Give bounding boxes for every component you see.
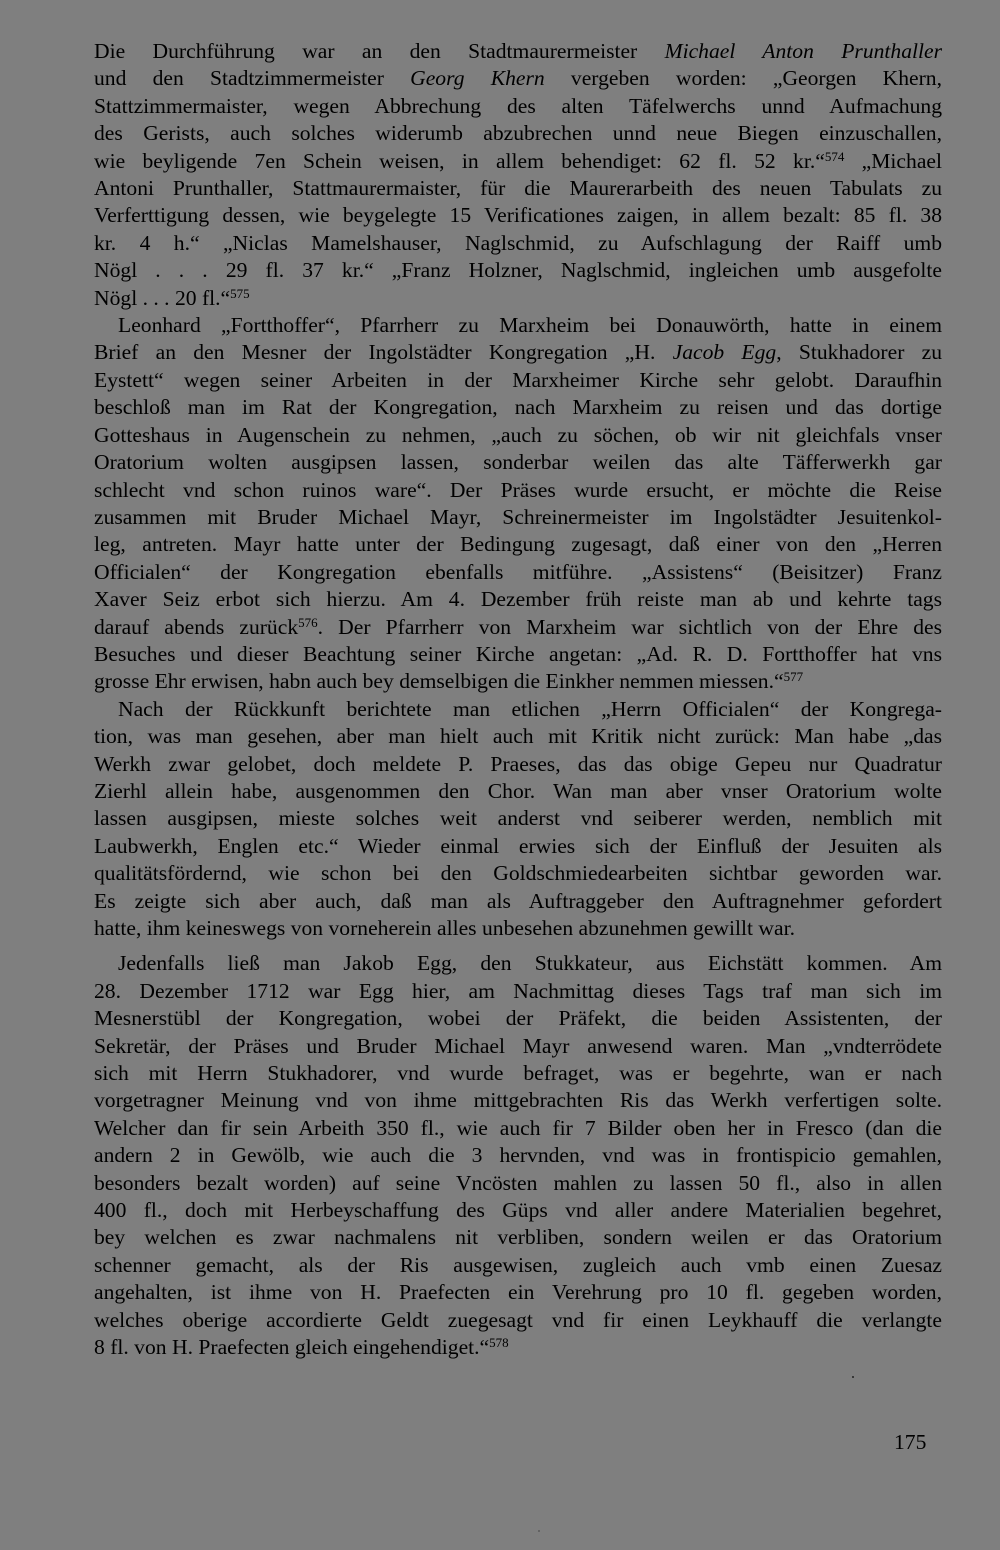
text-run: Jedenfalls ließ man Jakob Egg, den Stukkateur, aus Eichstätt kommen. Am: [118, 951, 942, 976]
text-line: [94, 394, 942, 421]
text-run: . Der Pfarrherr von Marxheim war sichtlich von der Ehre des: [317, 614, 942, 639]
text-line: [94, 367, 942, 394]
footnote-ref: 574: [824, 148, 845, 164]
text-run: Welcher dan fir sein Arbeith 350 fl., wie auch fir 7 Bilder oben her in Fresco (dan die: [94, 1115, 942, 1140]
text-run: Nögl . . . 29 fl. 37 kr.“ „Franz Holzner, Naglschmid, ingleichen umb ausgefolte: [94, 258, 942, 283]
text-line: [94, 696, 942, 723]
text-run: und den Stadtzimmermeister: [94, 66, 411, 91]
text-line: [94, 915, 942, 942]
text-line: [94, 668, 942, 695]
text-line: [94, 120, 942, 147]
text-line: [94, 586, 942, 613]
text-run: angehalten, ist ihme von H. Praefecten ein Verehrung pro 10 fl. gegeben worden,: [94, 1280, 942, 1305]
text-line: [94, 285, 942, 312]
text-run: Nach der Rückkunft berichtete man etlichen „Herrn Officialen“ der Kongrega-: [118, 696, 942, 721]
text-line: [94, 1307, 942, 1334]
paragraph-3: [94, 696, 942, 943]
paragraph-4: [94, 950, 942, 1361]
text-run: tion, was man gesehen, aber man hielt auch mit Kritik nicht zurück: Man habe „das: [94, 724, 942, 749]
text-line: [94, 614, 942, 641]
text-run: , Stukhadorer zu: [776, 340, 942, 365]
text-line: [94, 888, 942, 915]
text-line: [94, 641, 942, 668]
text-run: Verferttigung dessen, wie beygelegte 15 Verificationes zaigen, in allem bezalt: 85 fl. 38: [94, 203, 942, 228]
text-run: schenner gemacht, als der Ris ausgewisen, zugleich auch vmb einen Zuesaz: [94, 1252, 942, 1277]
text-run: Oratorium wolten ausgipsen lassen, sonderbar weilen das alte Täfferwerkh gar: [94, 450, 942, 475]
footnote-ref: 578: [489, 1335, 509, 1351]
text-run: vergeben worden: „Georgen Khern,: [544, 66, 942, 91]
text-run: Eystett“ wegen seiner Arbeiten in der Marxheimer Kirche sehr gelobt. Daraufhin: [94, 367, 942, 392]
text-run: 28. Dezember 1712 war Egg hier, am Nachmittag dieses Tags traf man sich im: [94, 978, 942, 1003]
text-run: Zierhl allein habe, ausgenommen den Chor. Wan man aber vnser Oratorium wolte: [94, 778, 942, 803]
text-run: grosse Ehr erwisen, habn auch bey demselbigen die Einkher nemmen miessen.“: [94, 669, 784, 694]
text-line: [94, 477, 942, 504]
text-line: [94, 1060, 942, 1087]
text-line: [94, 504, 942, 531]
text-line: [94, 531, 942, 558]
document-page: [94, 38, 942, 1362]
footnote-ref: 575: [230, 285, 250, 301]
text-line: [94, 449, 942, 476]
text-line: [94, 1334, 942, 1361]
text-line: [94, 1142, 942, 1169]
text-run: Leonhard „Fortthoffer“, Pfarrherr zu Marxheim bei Donauwörth, hatte in einem: [118, 313, 942, 338]
text-line: [94, 1197, 942, 1224]
text-line: [94, 148, 942, 175]
footnote-ref: 576: [298, 614, 318, 630]
text-line: [94, 559, 942, 586]
text-line: [94, 1252, 942, 1279]
text-run: Officialen“ der Kongregation ebenfalls mitführe. „Assistens“ (Beisitzer) Franz: [94, 559, 942, 584]
text-line: [94, 1115, 942, 1142]
text-run: kr. 4 h.“ „Niclas Mamelshauser, Naglschmid, zu Aufschlagung der Raiff umb: [94, 230, 942, 255]
text-run: Antoni Prunthaller, Stattmaurermaister, für die Maurerarbeith des neuen Tabulats zu: [94, 176, 942, 201]
text-run: andern 2 in Gewölb, wie auch die 3 hervnden, vnd was in frontispicio gemahlen,: [94, 1143, 942, 1168]
text-line: [94, 1033, 942, 1060]
page-number: 175: [894, 1430, 927, 1454]
text-line: [94, 65, 942, 92]
body-text: [94, 38, 942, 1362]
text-run: darauf abends zurück: [94, 614, 299, 639]
text-run: 8 fl. von H. Praefecten gleich eingehendiget.“: [94, 1335, 490, 1360]
text-line: [94, 202, 942, 229]
text-run: Die Durchführung war an den Stadtmaurermeister: [94, 39, 665, 63]
text-run: wie beyligende 7en Schein weisen, in allem behendiget: 62 fl. 52 kr.“: [94, 148, 825, 173]
text-line: [94, 175, 942, 202]
text-run: qualitätsfördernd, wie schon bei den Goldschmiedearbeiten sichtbar geworden war.: [94, 861, 942, 886]
text-run: 400 fl., doch mit Herbeyschaffung des Güps vnd aller andere Materialien begehret,: [94, 1198, 942, 1223]
scan-speck: [852, 1376, 854, 1378]
text-line: [94, 1005, 942, 1032]
text-run: Mesnerstübl der Kongregation, wobei der Präfekt, die beiden Assistenten, der: [94, 1006, 942, 1031]
italic-name: Jacob Egg: [672, 340, 777, 365]
text-line: [94, 1170, 942, 1197]
text-line: [94, 312, 942, 339]
text-run: Werkh zwar gelobet, doch meldete P. Praeses, das das obige Gepeu nur Quadratur: [94, 751, 942, 776]
text-run: des Gerists, auch solches widerumb abzubrechen unnd neue Biegen einzuschallen,: [94, 121, 942, 146]
text-run: welches oberige accordierte Geldt zuegesagt vnd fir einen Leykhauff die verlangte: [94, 1307, 942, 1332]
text-run: beschloß man im Rat der Kongregation, nach Marxheim zu reisen und das dortige: [94, 395, 942, 420]
text-line: [94, 833, 942, 860]
text-line: [94, 257, 942, 284]
text-run: schlecht vnd schon ruinos ware“. Der Präses wurde ersucht, er möchte die Reise: [94, 477, 942, 502]
text-run: besonders bezalt worden) auf seine Vncösten mahlen zu lassen 50 fl., also in allen: [94, 1170, 942, 1195]
text-line: [94, 860, 942, 887]
text-run: bey welchen es zwar nachmalens nit verbliben, sondern weilen er das Oratorium: [94, 1225, 942, 1250]
italic-name: Michael Anton Prunthaller: [664, 39, 942, 63]
text-run: Besuches und dieser Beachtung seiner Kirche angetan: „Ad. R. D. Fortthoffer hat vns: [94, 641, 942, 666]
text-run: „Michael: [844, 148, 942, 173]
text-line: [94, 1279, 942, 1306]
text-line: [94, 805, 942, 832]
text-line: [94, 1224, 942, 1251]
text-line: [94, 778, 942, 805]
text-run: lassen ausgipsen, mieste solches weit anderst vnd seiberer werden, nemblich mit: [94, 806, 942, 831]
scan-speck: [538, 1530, 540, 1532]
text-line: [94, 978, 942, 1005]
text-line: [94, 950, 942, 977]
text-run: sich mit Herrn Stukhadorer, vnd wurde befraget, was er begehrte, wan er nach: [94, 1061, 942, 1086]
text-line: [94, 93, 942, 120]
paragraph-2: [94, 312, 942, 696]
text-run: Sekretär, der Präses und Bruder Michael Mayr anwesend waren. Man „vndterrödete: [94, 1033, 942, 1058]
text-run: Brief an den Mesner der Ingolstädter Kongregation „H.: [94, 340, 673, 365]
text-run: Laubwerkh, Englen etc.“ Wieder einmal erwies sich der Einfluß der Jesuiten als: [94, 833, 942, 858]
text-line: [94, 723, 942, 750]
text-run: hatte, ihm keineswegs von vorneherein alles unbesehen abzunehmen gewillt war.: [94, 916, 795, 940]
text-run: Stattzimmermaister, wegen Abbrechung des alten Täfelwerchs unnd Aufmachung: [94, 93, 942, 118]
text-line: [94, 1087, 942, 1114]
italic-name: Georg Khern: [410, 66, 545, 91]
text-run: zusammen mit Bruder Michael Mayr, Schreinermeister im Ingolstädter Jesuitenkol-: [94, 504, 942, 529]
text-run: leg, antreten. Mayr hatte unter der Bedingung zugesagt, daß einer von den „Herren: [94, 532, 942, 557]
text-run: Gotteshaus in Augenschein zu nehmen, „auch zu söchen, ob wir nit gleichfals vnser: [94, 422, 942, 447]
footnote-ref: 577: [783, 669, 804, 685]
text-run: Es zeigte sich aber auch, daß man als Auftraggeber den Auftragnehmer gefordert: [94, 888, 942, 913]
text-line: [94, 751, 942, 778]
text-run: Xaver Seiz erbot sich hierzu. Am 4. Dezember früh reiste man ab und kehrte tags: [94, 587, 942, 612]
text-line: [94, 38, 942, 65]
text-run: Nögl . . . 20 fl.“: [94, 285, 231, 310]
text-line: [94, 230, 942, 257]
text-line: [94, 339, 942, 366]
paragraph-1: [94, 38, 942, 312]
text-line: [94, 422, 942, 449]
text-run: vorgetragner Meinung vnd von ihme mittgebrachten Ris das Werkh verfertigen solte.: [94, 1088, 942, 1113]
